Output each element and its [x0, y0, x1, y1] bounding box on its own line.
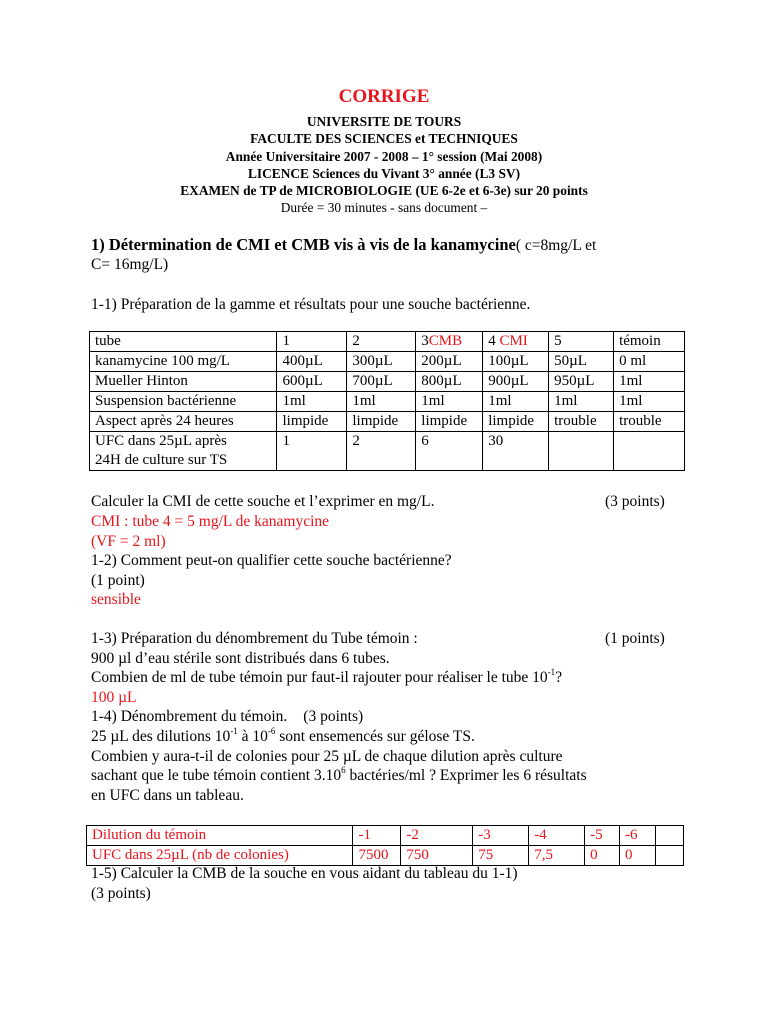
cmi-answer-vf: (VF = 2 ml): [91, 533, 166, 550]
question-1-3: 1-3) Préparation du dénombrement du Tube témoin :: [91, 630, 418, 647]
table-row: [90, 352, 685, 372]
tube-number: 4: [488, 333, 500, 349]
table-cell: [656, 826, 684, 846]
q14-l2a: 25 µL des dilutions 10: [91, 728, 231, 745]
table-cell: 1ml: [614, 392, 685, 412]
q14-points: (3 points): [303, 708, 364, 725]
table-cell: 30: [483, 432, 549, 471]
exam-line: EXAMEN de TP de MICROBIOLOGIE (UE 6-2e et 6-3e) sur 20 points: [180, 183, 588, 199]
table-row: [87, 846, 684, 866]
question-1-5-points: (3 points): [91, 885, 151, 902]
ufc-label-line1: UFC dans 25µL après: [95, 433, 227, 449]
q14-text: 1-4) Dénombrement du témoin.: [91, 708, 288, 725]
question-1-1: 1-1) Préparation de la gamme et résultats pour une souche bactérienne.: [91, 296, 531, 313]
table-cell: 900µL: [483, 372, 549, 392]
table-cell: 300µL: [347, 352, 416, 372]
q14-exp1: -1: [230, 725, 238, 736]
question-1-4-line3: Combien y aura-t-il de colonies pour 25 µL de chaque dilution après culture: [91, 748, 563, 765]
table-cell: [90, 432, 277, 471]
q14-l4b: bactéries/ml ? Exprimer les 6 résultats: [345, 767, 587, 784]
table-cell: Mueller Hinton: [90, 372, 277, 392]
table-cell-cmi: [483, 332, 549, 352]
table-row: [90, 372, 685, 392]
table-cell: 1ml: [614, 372, 685, 392]
table-cell: -5: [585, 826, 620, 846]
question-1-2-points: (1 point): [91, 572, 145, 589]
table-cell: 75: [473, 846, 529, 866]
table-cell: 1ml: [416, 392, 483, 412]
table-cell: -3: [473, 826, 529, 846]
table-cell: 800µL: [416, 372, 483, 392]
table-cell: -2: [401, 826, 473, 846]
table-row: [90, 412, 685, 432]
table-cell: 700µL: [347, 372, 416, 392]
table-cell: -6: [620, 826, 656, 846]
table-cell: trouble: [614, 412, 685, 432]
table-cell: 50µL: [549, 352, 614, 372]
table-cell: limpide: [277, 412, 347, 432]
faculty-line: FACULTE DES SCIENCES et TECHNIQUES: [250, 131, 518, 147]
question-1-4-line2: [91, 727, 475, 747]
table-cell: [549, 432, 614, 471]
table-cell: Dilution du témoin: [87, 826, 353, 846]
table-cell: Suspension bactérienne: [90, 392, 277, 412]
q13-exponent: -1: [547, 666, 556, 677]
ufc-label-line2: 24H de culture sur TS: [95, 452, 228, 468]
table-cell: limpide: [347, 412, 416, 432]
question-1-3-line2: 900 µl d’eau stérile sont distribués dans 6 tubes.: [91, 650, 390, 667]
question-1-4-line4: [91, 766, 587, 786]
table-cell: 1ml: [277, 392, 347, 412]
table-cell: 0: [620, 846, 656, 866]
section1-title: [91, 235, 596, 256]
q14-exp3: 6: [341, 764, 346, 775]
table-cell: kanamycine 100 mg/L: [90, 352, 277, 372]
question-1-3-points: (1 points): [605, 630, 665, 647]
table-cell: 1: [277, 332, 347, 352]
question-1-5: 1-5) Calculer la CMB de la souche en vous aidant du tableau du 1-1): [91, 865, 518, 882]
table-cell: 1: [277, 432, 347, 471]
table-cell: trouble: [549, 412, 614, 432]
table-cell: 6: [416, 432, 483, 471]
table-cell: 1ml: [549, 392, 614, 412]
table-cell: témoin: [614, 332, 685, 352]
question-1-2-answer: sensible: [91, 591, 141, 608]
cmi-answer: CMI : tube 4 = 5 mg/L de kanamycine: [91, 513, 330, 530]
q14-exp2: -6: [267, 725, 276, 736]
university-line: UNIVERSITE DE TOURS: [306, 114, 462, 129]
q14-l2b: à 10: [237, 728, 268, 745]
table-cell: 2: [347, 432, 416, 471]
dilution-count-table: [86, 825, 684, 866]
q13-line3-pre: Combien de ml de tube témoin pur faut-il rajouter pour réaliser le tube 10: [91, 669, 548, 686]
section1-title-line2: C= 16mg/L): [91, 256, 169, 273]
question-1-2: 1-2) Comment peut-on qualifier cette souche bactérienne?: [91, 552, 452, 569]
table-cell: 0: [585, 846, 620, 866]
table-cell: 2: [347, 332, 416, 352]
calc-cmi-points: (3 points): [605, 493, 665, 510]
year-line: Année Universitaire 2007 - 2008 – 1° session (Mai 2008): [225, 148, 543, 164]
section1-title-bold: 1) Détermination de CMI et CMB vis à vis de la kanamycine: [91, 235, 516, 254]
table-cell: tube: [90, 332, 277, 352]
corrige-title: CORRIGE: [338, 86, 430, 107]
licence-line: LICENCE Sciences du Vivant 3° année (L3 SV): [247, 165, 521, 181]
question-1-3-answer: 100 µL: [91, 689, 137, 706]
table-cell: [614, 432, 685, 471]
calc-cmi-question: Calculer la CMI de cette souche et l’exprimer en mg/L.: [91, 493, 435, 510]
table-cell: 1ml: [347, 392, 416, 412]
question-1-4-line5: en UFC dans un tableau.: [91, 787, 244, 804]
q14-l2c: sont ensemencés sur gélose TS.: [275, 728, 475, 745]
question-1-3-line3: [91, 668, 562, 688]
table-cell: 100µL: [483, 352, 549, 372]
table-cell: -4: [529, 826, 585, 846]
table-cell: 600µL: [277, 372, 347, 392]
table-row-ufc: [90, 432, 685, 471]
table-cell: 7500: [353, 846, 401, 866]
table-header-row: [90, 332, 685, 352]
cmi-tag: CMI: [499, 333, 528, 349]
table-cell: 400µL: [277, 352, 347, 372]
q13-line3-post: ?: [555, 669, 563, 686]
duration-line: Durée = 30 minutes - sans document –: [280, 200, 488, 216]
table-cell: Aspect après 24 heures: [90, 412, 277, 432]
question-1-4: [91, 707, 363, 727]
dilution-range-table: [89, 331, 685, 471]
section1-title-rest: ( c=8mg/L et: [515, 237, 597, 254]
table-cell: 950µL: [549, 372, 614, 392]
table-cell: 0 ml: [614, 352, 685, 372]
tube-number: 3: [421, 333, 429, 349]
table-row: [90, 392, 685, 412]
table-cell: 750: [401, 846, 473, 866]
cmb-tag: CMB: [428, 333, 463, 349]
exam-header: [0, 113, 768, 217]
table-cell: limpide: [416, 412, 483, 432]
table-cell: [656, 846, 684, 866]
table-cell: 200µL: [416, 352, 483, 372]
q14-l4a: sachant que le tube témoin contient 3.10: [91, 767, 342, 784]
table-row: [87, 826, 684, 846]
table-cell: 5: [549, 332, 614, 352]
table-cell: -1: [353, 826, 401, 846]
table-cell: 7,5: [529, 846, 585, 866]
table-cell-cmb: [416, 332, 483, 352]
table-cell: 1ml: [483, 392, 549, 412]
table-cell: limpide: [483, 412, 549, 432]
table-cell: UFC dans 25µL (nb de colonies): [87, 846, 353, 866]
